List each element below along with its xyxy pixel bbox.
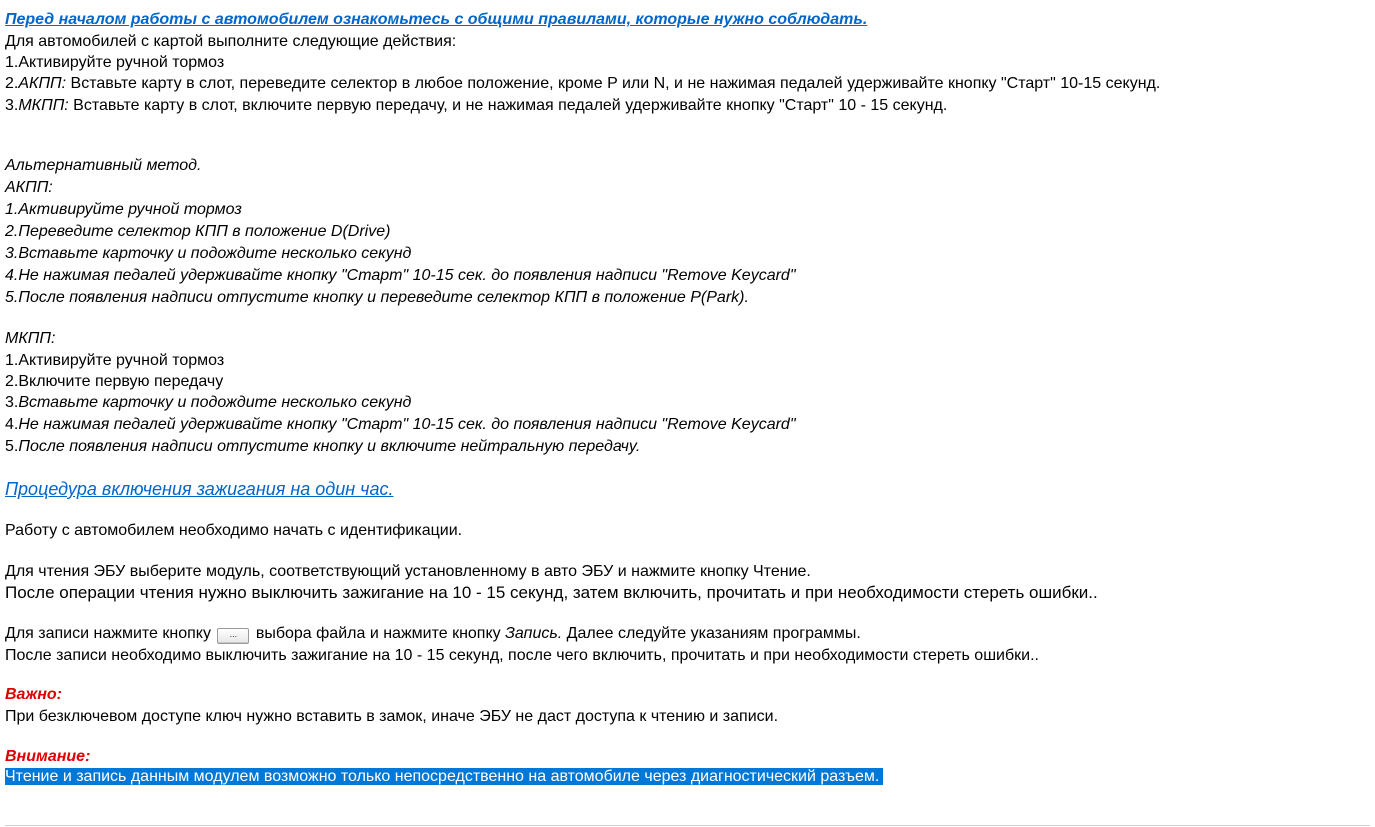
step-number: 3. [5, 97, 19, 114]
ignition-procedure-link[interactable]: Процедура включения зажигания на один час. [5, 479, 394, 499]
mkpp-label: МКПП: [18, 97, 69, 114]
alt-mkpp-step: 2.Включите первую передачу [5, 373, 224, 390]
step-text: Вставьте карту в слот, включите первую передачу, и не нажимая педалей удерживайте кнопку "Старт" 10 - 15 секунд. [68, 97, 948, 114]
important-text: При безключевом доступе ключ нужно вставить в замок, иначе ЭБУ не даст доступа к чтению и записи. [5, 708, 779, 725]
step-text: Вставьте карточку и подождите несколько секунд [18, 394, 412, 411]
step-text: Вставьте карту в слот, переведите селектор в любое положение, кроме P или N, и не нажимая педалей удерживайте кнопку "Старт" 10-15 секунд. [66, 75, 1161, 92]
alt-mkpp-label: МКПП: [5, 330, 56, 347]
rules-link[interactable]: Перед началом работы с автомобилем ознакомьтесь с общими правилами, которые нужно соблюдать. [5, 11, 868, 28]
write-suffix: Далее следуйте указаниям программы. [562, 625, 861, 642]
step-number: 2. [5, 75, 19, 92]
alt-akpp-step: 5.После появления надписи отпустите кнопку и переведите селектор КПП в положение P(Park). [5, 289, 749, 306]
step-number: 4. [5, 416, 19, 433]
alt-mkpp-step [5, 393, 411, 412]
card-heading: Для автомобилей с картой выполните следующие действия: [5, 33, 457, 50]
alt-akpp-step: 1.Активируйте ручной тормоз [5, 201, 242, 218]
divider [5, 825, 1370, 826]
step-text: Не нажимая педалей удерживайте кнопку "Старт" 10-15 сек. до появления надписи "Remove Keycard" [18, 416, 796, 433]
identification-text: Работу с автомобилем необходимо начать с идентификации. [5, 522, 463, 539]
read-after-text: После операции чтения нужно выключить зажигание на 10 - 15 секунд, затем включить, прочитать и при необходимости стереть ошибки.. [5, 583, 1098, 602]
selected-attention-text: Чтение и запись данным модулем возможно только непосредственно на автомобиле через диагностический разъем. [5, 768, 883, 785]
alt-mkpp-step [5, 415, 796, 434]
step-number: 3. [5, 394, 19, 411]
write-instruction [5, 624, 861, 644]
write-middle: выбора файла и нажмите кнопку [251, 625, 506, 642]
step-number: 5. [5, 438, 19, 455]
alt-mkpp-step: 1.Активируйте ручной тормоз [5, 352, 225, 369]
alt-akpp-step: 2.Переведите селектор КПП в положение D(Drive) [5, 223, 391, 240]
attention-text [5, 767, 883, 786]
write-action-label: Запись. [505, 625, 563, 642]
alt-mkpp-step [5, 437, 640, 456]
card-step-3 [5, 96, 947, 115]
akpp-label: АКПП: [18, 75, 67, 92]
read-instruction: Для чтения ЭБУ выберите модуль, соответствующий установленному в авто ЭБУ и нажмите кнопку Чтение. [5, 563, 811, 580]
alt-akpp-step: 3.Вставьте карточку и подождите несколько секунд [5, 245, 412, 262]
important-label: Важно: [5, 686, 62, 703]
card-step-1: 1.Активируйте ручной тормоз [5, 54, 225, 71]
alt-method-title: Альтернативный метод. [5, 157, 202, 174]
alt-akpp-step: 4.Не нажимая педалей удерживайте кнопку "Старт" 10-15 сек. до появления надписи "Remove Keycard" [5, 267, 796, 284]
step-text: После появления надписи отпустите кнопку и включите нейтральную передачу. [18, 438, 641, 455]
alt-akpp-label: АКПП: [5, 179, 53, 196]
card-step-2 [5, 74, 1160, 93]
write-prefix: Для записи нажмите кнопку [5, 625, 216, 642]
write-after-text: После записи необходимо выключить зажигание на 10 - 15 секунд, после чего включить, прочитать и при необходимости стереть ошибки.. [5, 647, 1039, 664]
attention-label: Внимание: [5, 748, 91, 765]
browse-file-button[interactable]: ... [217, 628, 249, 644]
